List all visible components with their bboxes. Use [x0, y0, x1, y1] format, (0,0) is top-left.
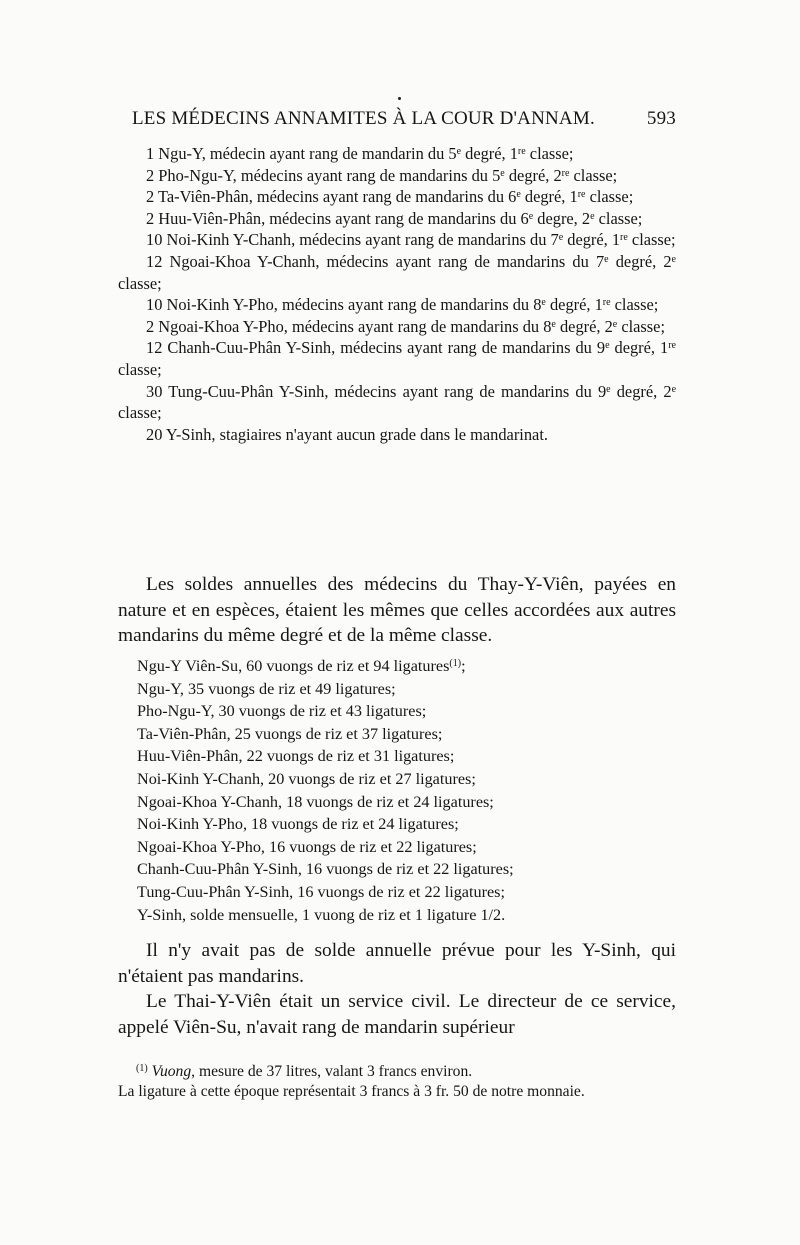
salary-item: Ngoai-Khoa Y-Chanh, 18 vuongs de riz et 24 ligatures;	[137, 792, 494, 811]
list-item: 10 Noi-Kinh Y-Pho, médecins ayant rang de mandarins du 8e degré, 1re classe;	[146, 295, 659, 315]
list-item: 2 Pho-Ngu-Y, médecins ayant rang de mandarins du 5e degré, 2re classe;	[146, 165, 618, 185]
paragraph-service	[118, 989, 676, 1040]
footnote-2: La ligature à cette époque représentait 3 francs à 3 fr. 50 de notre monnaie.	[118, 1082, 585, 1100]
list-item: 12 Ngoai-Khoa Y-Chanh, médecins ayant rang de mandarins du 7e degré, 2e classe;	[118, 251, 676, 293]
running-header	[120, 104, 680, 134]
salary-item: Ngu-Y Viên-Su, 60 vuongs de riz et 94 ligatures$^{(1)}$;	[137, 657, 466, 675]
list-item: 1 Ngu-Y, médecin ayant rang de mandarin du 5e degré, 1re classe;	[146, 144, 574, 163]
body-paragraph: Il n'y avait pas de solde annuelle prévue pour les Y-Sinh, qui n'étaient pas mandarins.	[118, 940, 676, 987]
salary-item: Ngu-Y, 35 vuongs de riz et 49 ligatures;	[137, 679, 396, 698]
body-paragraph: Les soldes annuelles des médecins du Thay-Y-Viên, payées en nature et en espèces, étaient les mêmes que celles accordées aux autres mandarins du même degré et de la même classe.	[118, 574, 676, 647]
salary-list	[137, 655, 607, 926]
ink-dot	[398, 97, 401, 100]
list-item: 30 Tung-Cuu-Phân Y-Sinh, médecins ayant rang de mandarins du 9e degré, 2e classe;	[118, 381, 677, 423]
salary-item: Noi-Kinh Y-Chanh, 20 vuongs de riz et 27 ligatures;	[137, 769, 476, 788]
paragraph-y-sinh	[118, 938, 676, 989]
footnote-1: $^{(1)}$ Vuong, mesure de 37 litres, valant 3 francs environ.	[136, 1063, 473, 1080]
running-title: LES MÉDECINS ANNAMITES À LA COUR D'ANNAM.	[132, 108, 595, 129]
salary-item: Ngoai-Khoa Y-Pho, 16 vuongs de riz et 22 ligatures;	[137, 837, 477, 856]
salary-item: Pho-Ngu-Y, 30 vuongs de riz et 43 ligatures;	[137, 702, 427, 721]
footnote-term: Vuong	[151, 1063, 192, 1080]
footnotes	[118, 1062, 676, 1101]
list-item: 2 Huu-Viên-Phân, médecins ayant rang de mandarins du 6e degre, 2e classe;	[146, 208, 643, 228]
salary-item: Y-Sinh, solde mensuelle, 1 vuong de riz et 1 ligature 1/2.	[137, 905, 506, 924]
list-item: 20 Y-Sinh, stagiaires n'ayant aucun grade dans le mandarinat.	[146, 424, 548, 444]
salary-item: Tung-Cuu-Phân Y-Sinh, 16 vuongs de riz et 22 ligatures;	[137, 882, 505, 901]
page-number: 593	[646, 108, 676, 129]
list-item: 12 Chanh-Cuu-Phân Y-Sinh, médecins ayant rang de mandarins du 9e degré, 1re classe;	[118, 338, 676, 379]
salary-item: Chanh-Cuu-Phân Y-Sinh, 16 vuongs de riz et 22 ligatures;	[137, 860, 514, 879]
paragraph-salaries	[118, 572, 676, 649]
list-item: 10 Noi-Kinh Y-Chanh, médecins ayant rang de mandarins du 7e degré, 1re classe;	[146, 230, 676, 250]
footnote-mark: (1)	[136, 1063, 148, 1074]
salary-item: Noi-Kinh Y-Pho, 18 vuongs de riz et 24 ligatures;	[137, 815, 459, 834]
body-paragraph: Le Thai-Y-Viên était un service civil. Le directeur de ce service, appelé Viên-Su, n'avait rang de mandarin supérieur	[118, 991, 676, 1038]
salary-item: Huu-Viên-Phân, 22 vuongs de riz et 31 ligatures;	[137, 747, 455, 766]
footnote-ref: (1)	[449, 658, 462, 669]
salary-item: Ta-Viên-Phân, 25 vuongs de riz et 37 ligatures;	[137, 724, 443, 743]
list-item: 2 Ta-Viên-Phân, médecins ayant rang de mandarins du 6e degré, 1re classe;	[146, 187, 634, 207]
staff-list	[118, 143, 676, 445]
list-item: 2 Ngoai-Khoa Y-Pho, médecins ayant rang de mandarins du 8e degré, 2e classe;	[146, 316, 666, 336]
